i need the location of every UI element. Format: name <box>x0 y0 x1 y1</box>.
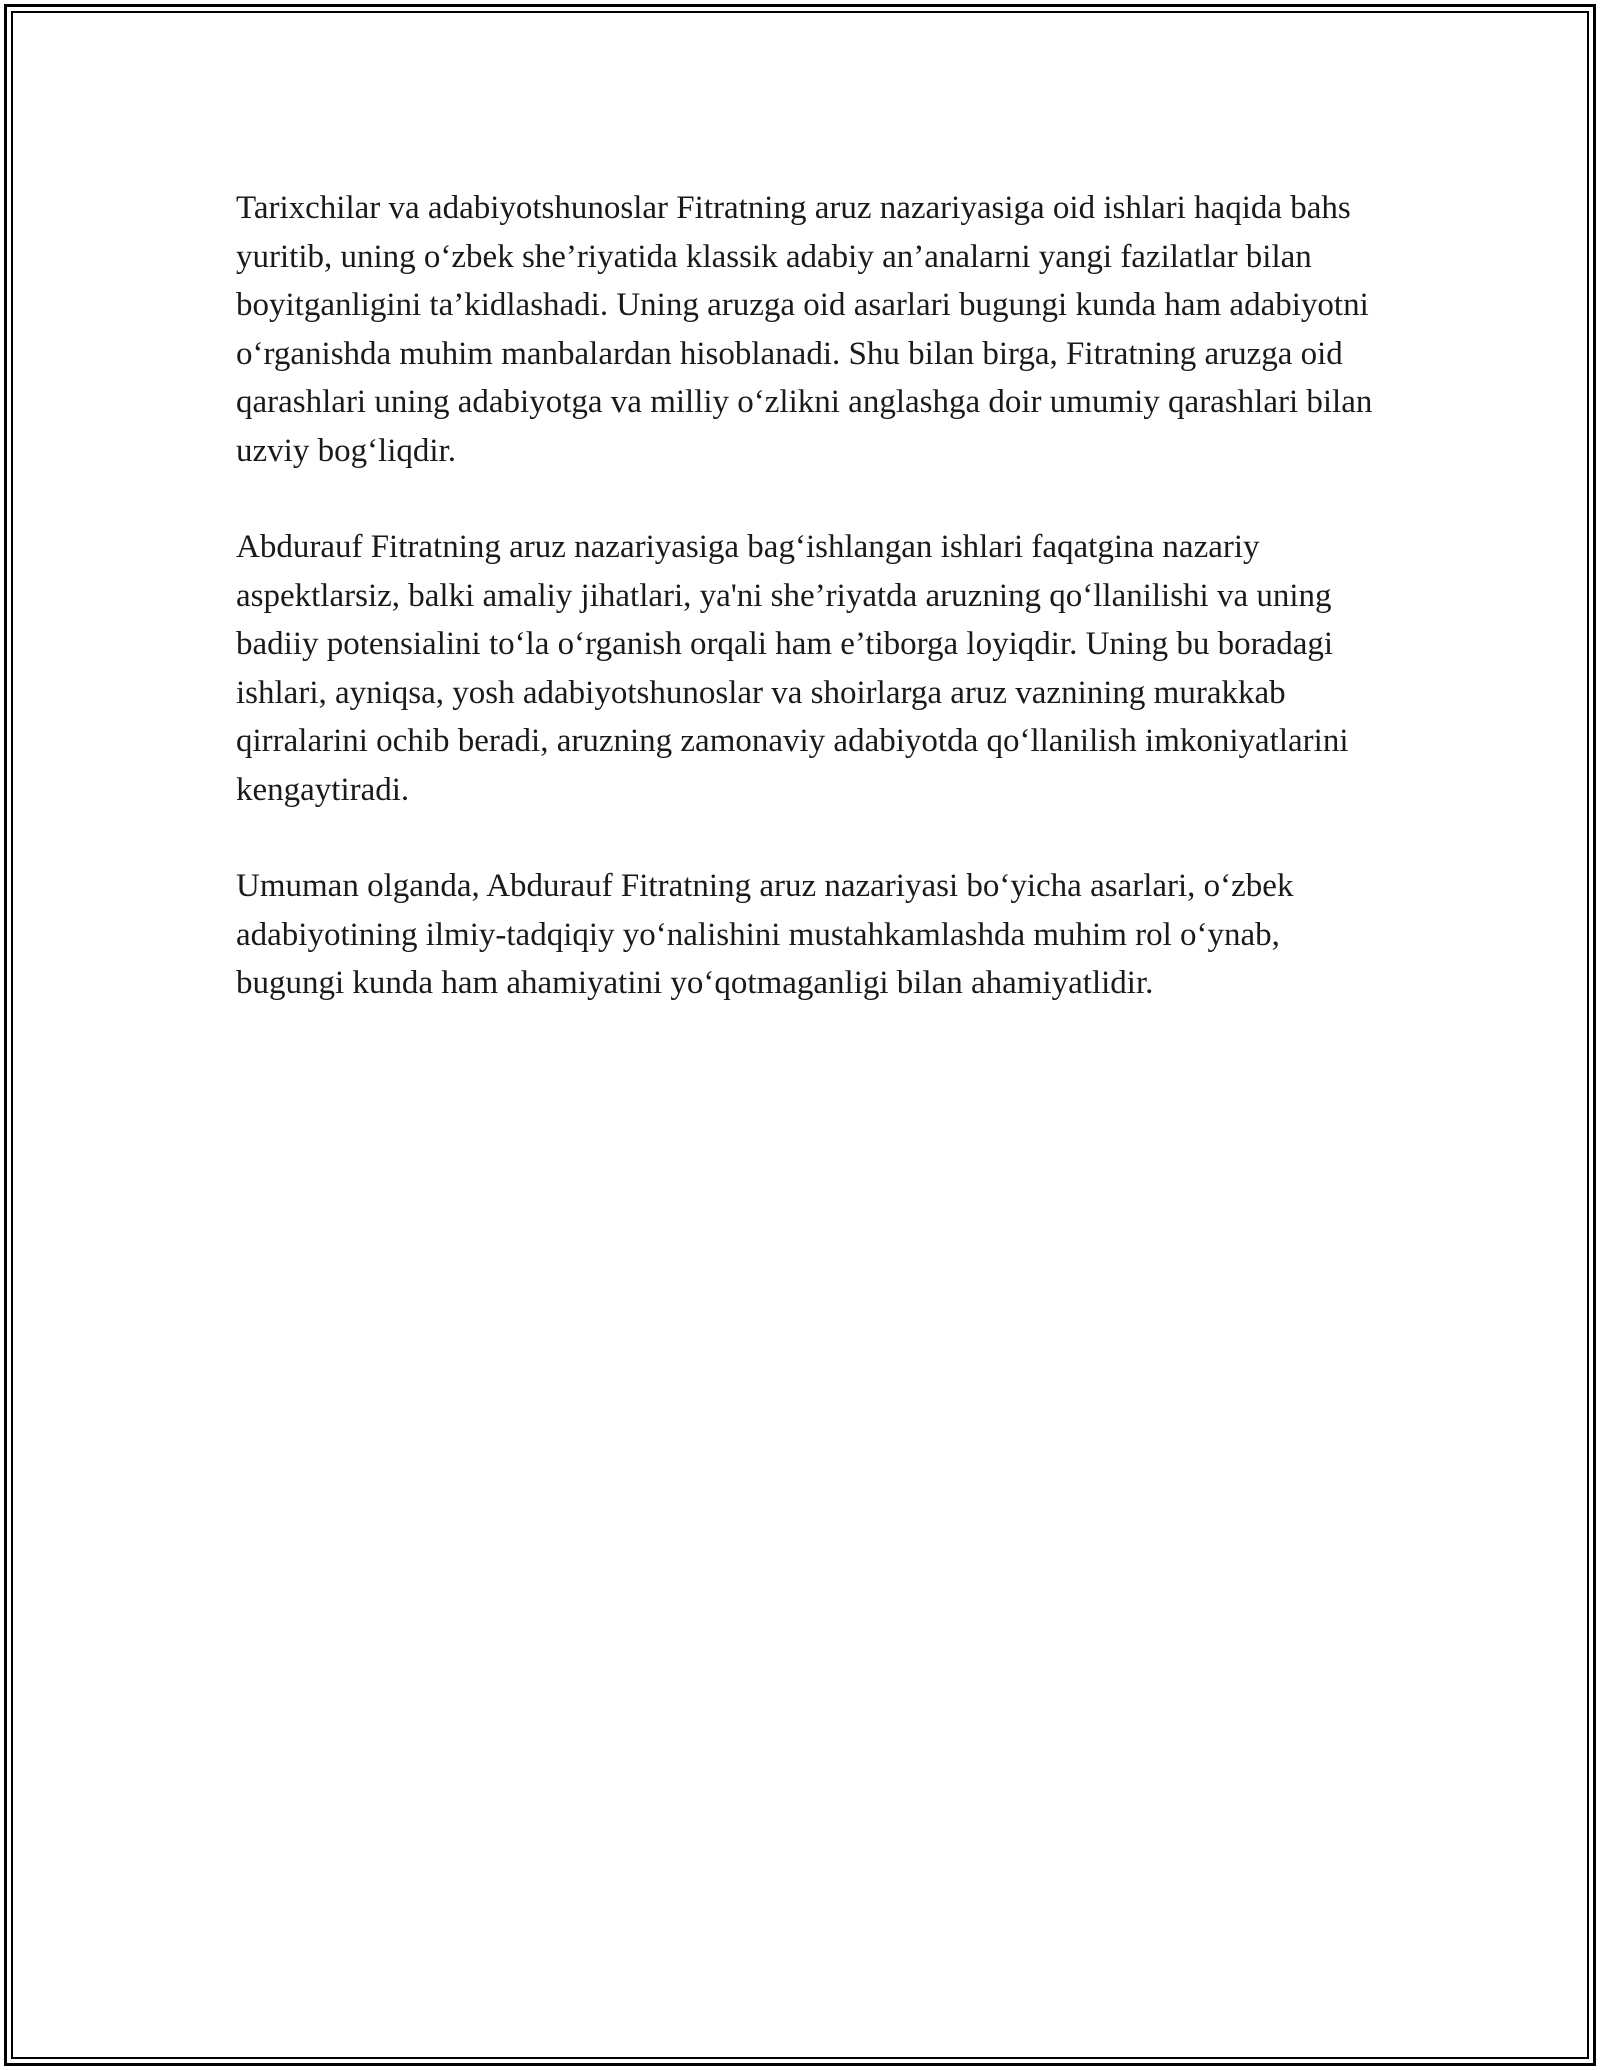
paragraph-3: Umuman olganda, Abdurauf Fitratning aruz nazariyasi bo‘yicha asarlari, o‘zbek adabiyotining ilmiy-tadqiqiy yo‘nalishini mustahkamlashda muhim rol o‘ynab, bugungi kunda ham ahamiyatini yo‘qotmaganligi bilan ahamiyatlidir. <box>236 868 1294 1001</box>
paragraph-1: Tarixchilar va adabiyotshunoslar Fitratning aruz nazariyasiga oid ishlari haqida bahs yuritib, uning o‘zbek she’riyatida klassik adabiy an’analarni yangi fazilatlar bilan boyitganligini ta’kidlashadi. Uning aruzga oid asarlari bugungi kunda ham adabiyotni o‘rganishda muhim manbalardan hisoblanadi. Shu bilan birga, Fitratning aruzga oid qarashlari uning adabiyotga va milliy o‘zlikni anglashga doir umumiy qarashlari bilan uzviy bog‘liqdir. <box>236 190 1373 469</box>
document-body <box>236 184 1376 1056</box>
paragraph-2: Abdurauf Fitratning aruz nazariyasiga bag‘ishlangan ishlari faqatgina nazariy aspektlarsiz, balki amaliy jihatlari, ya'ni she’riyatda aruzning qo‘llanilishi va uning badiiy potensialini to‘la o‘rganish orqali ham e’tiborga loyiqdir. Uning bu boradagi ishlari, ayniqsa, yosh adabiyotshunoslar va shoirlarga aruz vaznining murakkab qirralarini ochib beradi, aruzning zamonaviy adabiyotda qo‘llanilish imkoniyatlarini kengaytiradi. <box>236 529 1349 808</box>
